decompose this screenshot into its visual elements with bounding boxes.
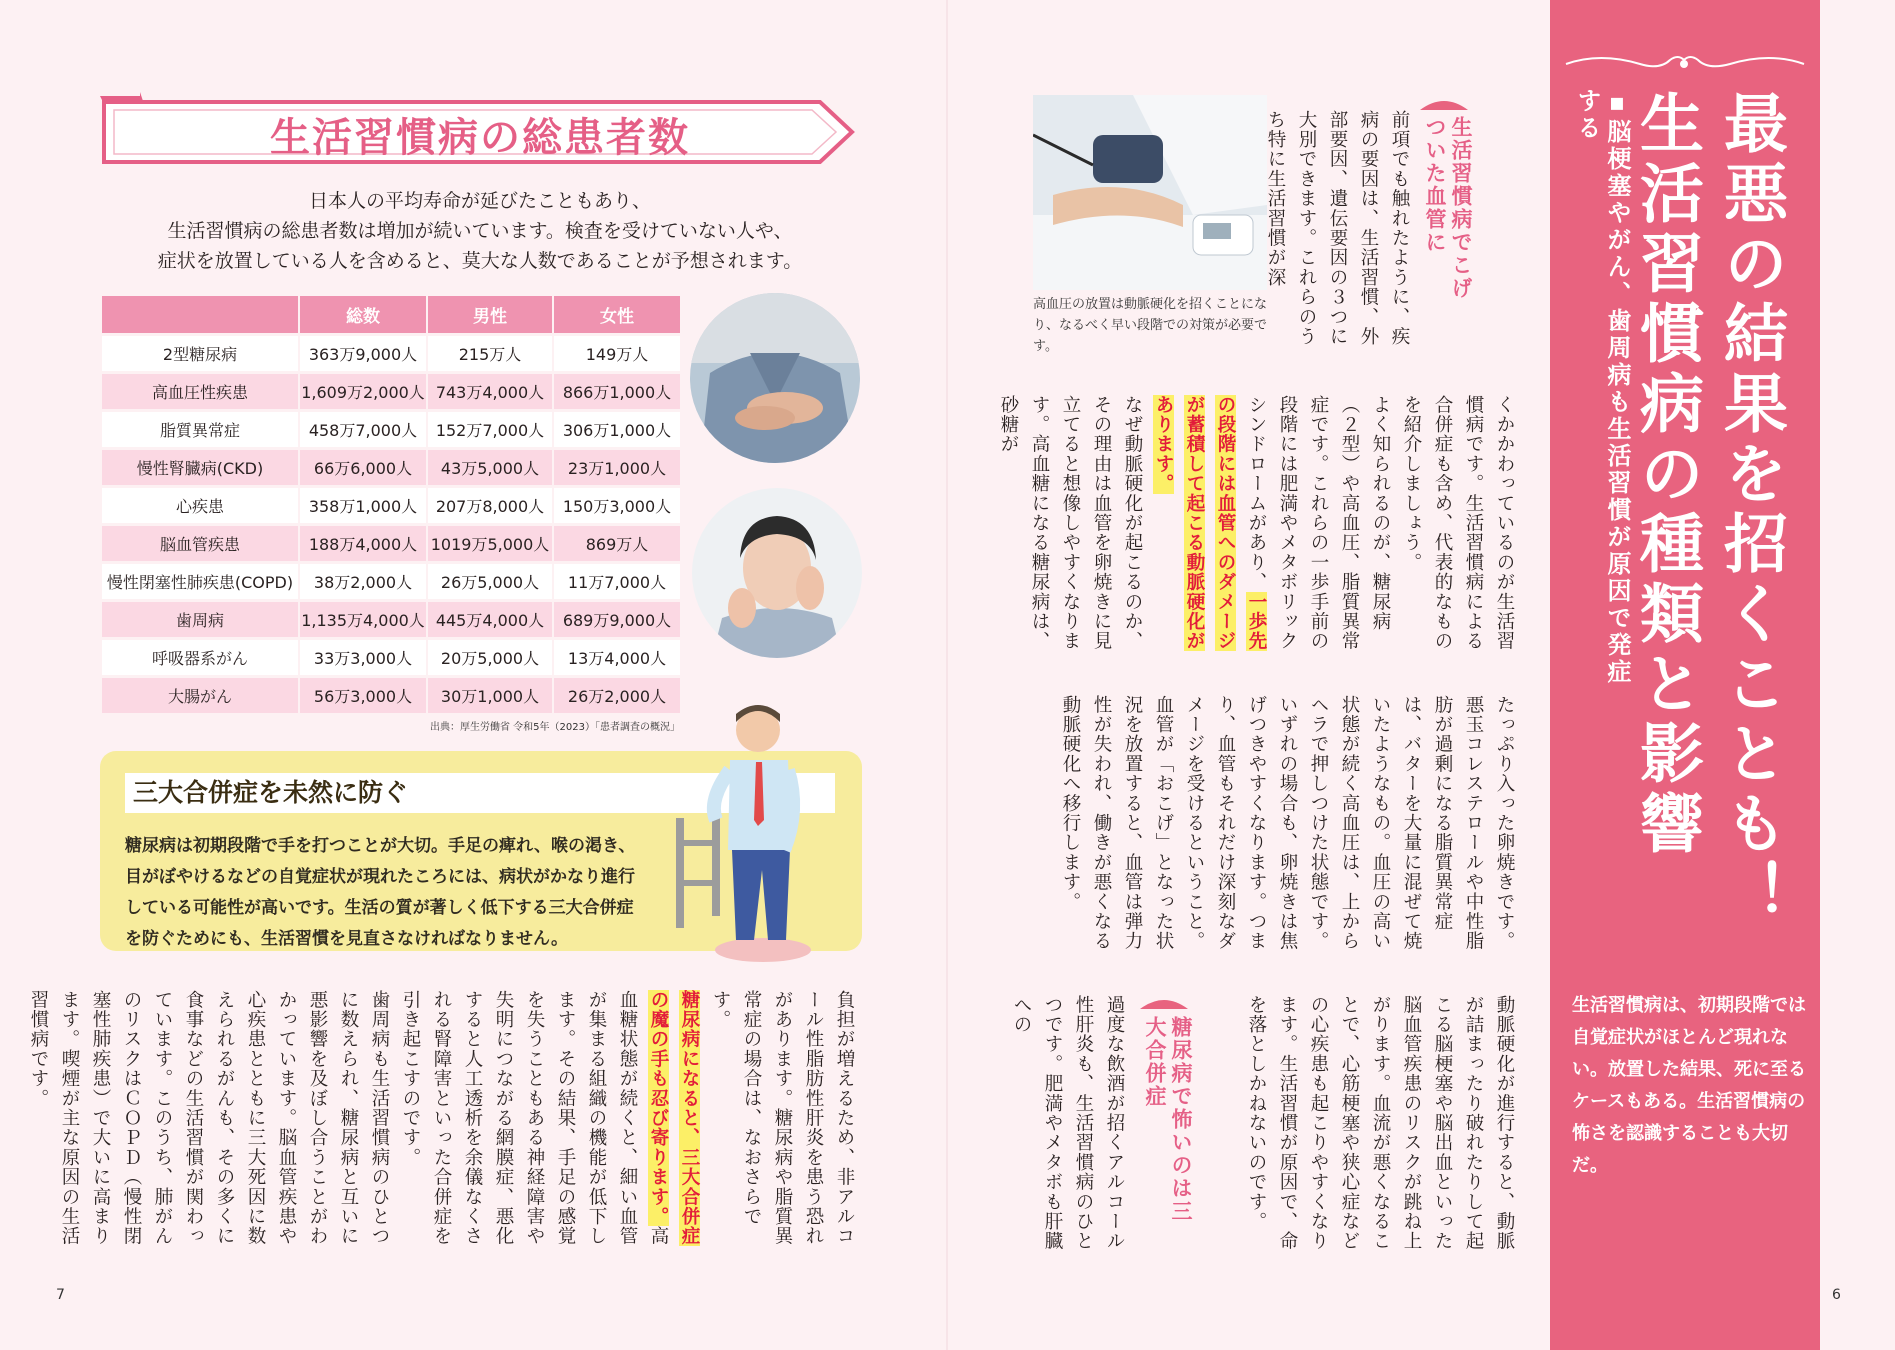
- table-row: [100, 526, 680, 561]
- column-paragraph: たっぷり入った卵焼きです。悪玉コレステロールや中性脂肪が過剰になる脂質異常症は、バターを大量に混ぜて焼いたようなもの。血圧の高い状態が続く高血圧は、上からヘラで押しつけた状態です。: [1308, 695, 1515, 952]
- table-cell-value: 689万9,000人: [552, 602, 680, 637]
- table-cell-value: 23万1,000人: [552, 450, 680, 485]
- title-summary: 生活習慣病は、初期段階では自覚症状がほとんど現れない。放置した結果、死に至るケースもある。生活習慣病の怖さを認識することも大切だ。: [1572, 995, 1806, 1176]
- right-column-3: [1030, 695, 1520, 965]
- callout-line: 目がぼやけるなどの自覚症状が現れたころには、病状がかなり進行: [125, 867, 635, 887]
- table-cell-disease: 脳血管疾患: [100, 526, 298, 561]
- right-column-5: [1011, 995, 1130, 1260]
- table-header-total: 総数: [298, 296, 426, 333]
- table-cell-disease: 慢性閉塞性肺疾患(COPD): [100, 564, 298, 599]
- table-cell-value: 445万4,000人: [426, 602, 552, 637]
- table-cell-disease: 呼吸器系がん: [100, 640, 298, 675]
- table-cell-value: 38万2,000人: [298, 564, 426, 599]
- callout-body: [125, 831, 645, 955]
- callout-heading: 三大合併症を未然に防ぐ: [125, 773, 835, 813]
- table-cell-value: 26万5,000人: [426, 564, 552, 599]
- page-title: 生活習慣病の総患者数: [270, 115, 690, 161]
- table-row: [100, 678, 680, 713]
- table-cell-value: 149万人: [552, 336, 680, 371]
- intro-line: 日本人の平均寿命が延びたこともあり、: [308, 190, 651, 212]
- table-cell-value: 56万3,000人: [298, 678, 426, 713]
- callout-line: している可能性が高いです。生活の質が著しく低下する三大合併症: [125, 898, 634, 918]
- table-cell-value: 215万人: [426, 336, 552, 371]
- main-title-1: 最悪の結果を招くことも！: [1713, 90, 1787, 930]
- table-header-female: 女性: [552, 296, 680, 333]
- column-paragraph: 前項でも触れたように、疾病の要因は、生活習慣、外部要因、遺伝要因の３つに大別できます。これらのうち特に生活習慣が深: [1265, 110, 1410, 347]
- table-cell-value: 13万4,000人: [552, 640, 680, 675]
- table-cell-value: 66万6,000人: [298, 450, 426, 485]
- table-cell-value: 869万人: [552, 526, 680, 561]
- table-cell-disease: 高血圧性疾患: [100, 374, 298, 409]
- table-cell-value: 188万4,000人: [298, 526, 426, 561]
- right-column-2: [998, 395, 1520, 665]
- section-title-banner: [100, 92, 860, 168]
- table-cell-value: 26万2,000人: [552, 678, 680, 713]
- table-cell-value: 11万7,000人: [552, 564, 680, 599]
- table-cell-value: 306万1,000人: [552, 412, 680, 447]
- table-cell-disease: 心疾患: [100, 488, 298, 523]
- table-cell-value: 458万7,000人: [298, 412, 426, 447]
- column-paragraph: 負担が増えるため、非アルコール性脂肪性肝炎を患う恐れがあります。糖尿病や脂質異常症の場合は、なおさらです。: [710, 990, 855, 1247]
- left-page-column: [28, 990, 860, 1260]
- column-paragraph: いずれの場合も、卵焼きは焦げつきやすくなります。つまり、血管もそれだけ深刻なダメージを受けるということ。血管が「おこげ」となった状況を放置すると、血管は弾力性が失われ、働きが悪くなる動脈硬化へ移行します。: [1060, 695, 1298, 952]
- table-header-row: [100, 296, 680, 333]
- intro-line: 症状を放置している人を含めると、莫大な人数であることが予想されます。: [157, 250, 803, 272]
- table-row: [100, 336, 680, 371]
- page-spine: [946, 0, 948, 1350]
- right-column-intro: [1265, 110, 1415, 360]
- page-number-right: 6: [1832, 1287, 1841, 1303]
- table-cell-value: 1019万5,000人: [426, 526, 552, 561]
- table-row: [100, 640, 680, 675]
- patient-stats-table: [100, 293, 680, 716]
- column-paragraph: よく知られるのが、糖尿病（２型）や高血圧、脂質異常症です。これらの一歩手前の段階には肥満やメタボリックシンドロームがあり、: [1246, 395, 1391, 652]
- page-number-left: 7: [56, 1287, 65, 1303]
- table-row: [100, 488, 680, 523]
- table-cell-disease: 慢性腎臓病(CKD): [100, 450, 298, 485]
- callout-line: を防ぐためにも、生活習慣を見直さなければなりません。: [125, 929, 569, 949]
- table-cell-disease: 2型糖尿病: [100, 336, 298, 371]
- table-cell-disease: 大腸がん: [100, 678, 298, 713]
- table-cell-value: 866万1,000人: [552, 374, 680, 409]
- table-cell-value: 152万7,000人: [426, 412, 552, 447]
- toothache-photo: [692, 488, 862, 658]
- table-cell-disease: 脂質異常症: [100, 412, 298, 447]
- chest-pain-photo: [690, 293, 860, 463]
- column-paragraph: くかかわっているのが生活習慣病です。生活習慣病による合併症も含め、代表的なものを紹介しましょう。: [1401, 395, 1515, 652]
- callout-line: 糖尿病は初期段階で手を打つことが大切。手足の痺れ、喉の渇き、: [125, 836, 636, 856]
- old-man-illustration: [668, 700, 838, 974]
- table-cell-value: 150万3,000人: [552, 488, 680, 523]
- column-paragraph: 過度な飲酒が招くアルコール性肝炎も、生活習慣病のひとつです。肥満やメタボも肝臓への: [1011, 995, 1125, 1252]
- table-row: [100, 374, 680, 409]
- table-row: [100, 602, 680, 637]
- table-cell-value: 43万5,000人: [426, 450, 552, 485]
- column-paragraph: 動脈硬化が進行すると、動脈が詰まったり破れたりして起こる脳梗塞や脳出血といった脳血管疾患のリスクが跳ね上がります。血流が悪くなることで、心筋梗塞や狭心症などの心疾患も起こりやすくなります。生活習慣が原因で、命を落としかねないのです。: [1246, 995, 1515, 1252]
- subtitle: ▪脳梗塞やがん、歯周病も生活習慣が原因で発症する: [1573, 88, 1631, 686]
- photo-caption: 高血圧の放置は動脈硬化を招くことになり、なるべく早い段階での対策が必要です。: [1033, 297, 1268, 354]
- table-cell-value: 20万5,000人: [426, 640, 552, 675]
- table-row: [100, 412, 680, 447]
- highlight-complications: 糖尿病になると、三大合併症の魔の手も忍び寄ります。: [648, 990, 700, 1247]
- table-header-male: 男性: [426, 296, 552, 333]
- table-row: [100, 450, 680, 485]
- intro-text: [120, 186, 840, 276]
- title-ornament: [1560, 50, 1810, 74]
- section-heading-1: 生活習慣病でこげついた血管に: [1423, 116, 1473, 300]
- table-cell-value: 363万9,000人: [298, 336, 426, 371]
- table-cell-value: 30万1,000人: [426, 678, 552, 713]
- table-header-disease: [100, 296, 298, 333]
- table-cell-disease: 歯周病: [100, 602, 298, 637]
- table-cell-value: 1,609万2,000人: [298, 374, 426, 409]
- table-cell-value: 358万1,000人: [298, 488, 426, 523]
- highlight-arteriosclerosis: 一歩先の段階には血管へのダメージが蓄積して起こる動脈硬化があります。: [1153, 395, 1267, 652]
- table-source: 出典：厚生労働省 令和5年（2023）「患者調査の概況」: [430, 722, 680, 733]
- table-row: [100, 564, 680, 599]
- intro-line: 生活習慣病の総患者数は増加が続いています。検査を受けていない人や、: [167, 220, 793, 242]
- section-heading-cap: [1418, 96, 1470, 112]
- section-heading-cap: [1138, 995, 1190, 1011]
- table-cell-value: 1,135万4,000人: [298, 602, 426, 637]
- right-column-4: [1225, 995, 1520, 1260]
- section-heading-2: 糖尿病で怖いのは三大合併症: [1143, 1016, 1193, 1223]
- blood-pressure-photo: [1033, 95, 1267, 290]
- table-cell-value: 743万4,000人: [426, 374, 552, 409]
- column-paragraph: なぜ動脈硬化が起こるのか、その理由は血管を卵焼きに見立てると想像しやすくなります。高血糖になる糖尿病は、砂糖が: [998, 395, 1143, 652]
- table-cell-value: 33万3,000人: [298, 640, 426, 675]
- main-title-2: 生活習慣病の種類と影響: [1629, 90, 1703, 860]
- table-cell-value: 207万8,000人: [426, 488, 552, 523]
- column-paragraph: 高血糖状態が続くと、細い血管が集まる組織の機能が低下します。その結果、手足の感覚を失うこともある神経障害や失明につながる網膜症、悪化すると人工透析を余儀なくされる腎障害といった合併症を引き起こすのです。: [400, 990, 669, 1247]
- column-paragraph: 歯周病も生活習慣病のひとつに数えられ、糖尿病と互いに悪影響を及ぼし合うことがわかっています。脳血管疾患や心疾患とともに三大死因に数えられるがんも、その多くに食事などの生活習慣が関わっています。このうち、肺がんのリスクはＣＯＰＤ（慢性閉塞性肺疾患）で大いに高まります。喫煙が主な原因の生活習慣病です。: [28, 990, 390, 1247]
